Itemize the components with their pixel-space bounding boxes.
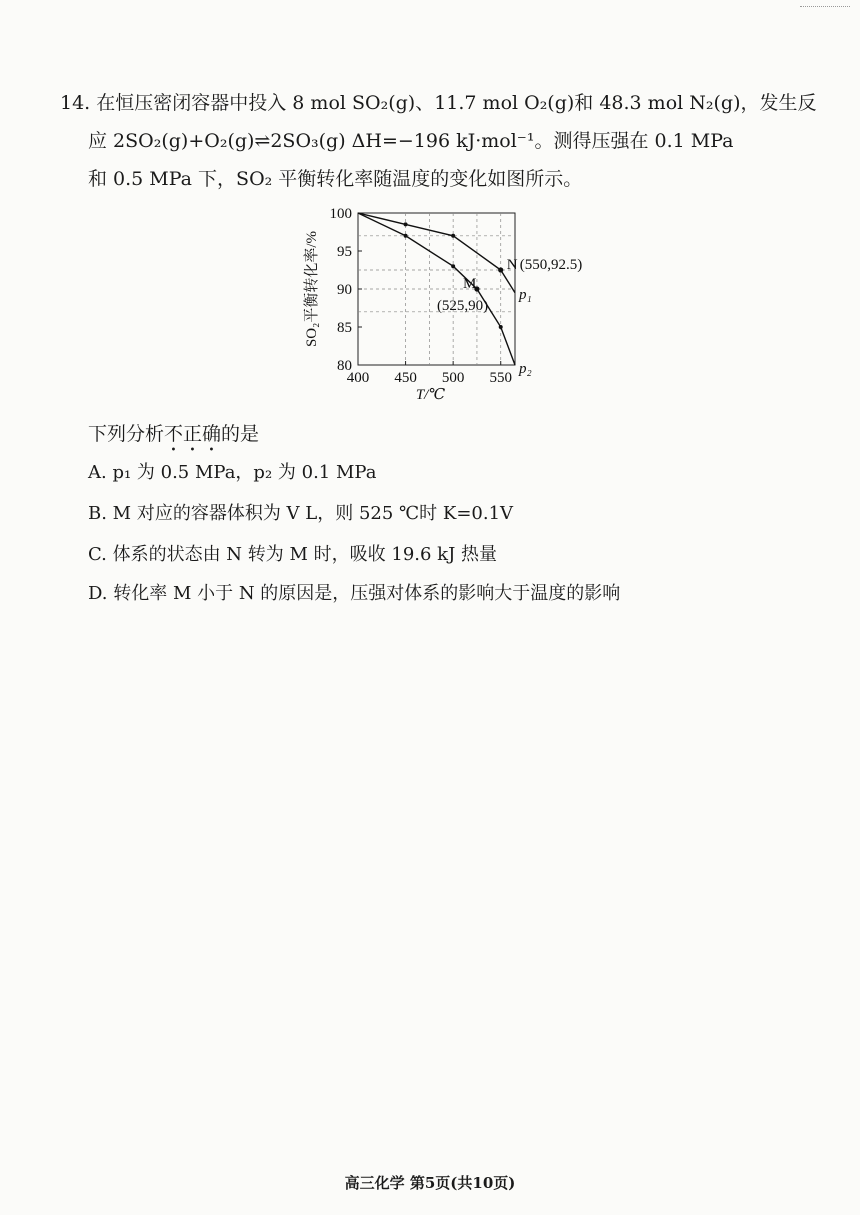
- data-point: [404, 222, 408, 226]
- y-tick-label: 90: [337, 282, 352, 298]
- y-tick-label: 85: [337, 320, 352, 336]
- question-line-1: 14. 在恒压密闭容器中投入 8 mol SO₂(g)、11.7 mol O₂(g)和 48.3 mol N₂(g)，发生反: [60, 92, 817, 114]
- y-tick-label: 80: [337, 358, 352, 374]
- x-tick-label: 400: [346, 370, 370, 386]
- question-14: [60, 84, 820, 198]
- y-axis-label: SO₂平衡转化率/%: [304, 230, 320, 348]
- point-m-coord: (525,90): [436, 298, 489, 314]
- data-point: [499, 325, 503, 329]
- option-c[interactable]: C. 体系的状态由 N 转为 M 时，吸收 19.6 kJ 热量: [88, 544, 498, 565]
- y-tick-label: 95: [337, 244, 352, 260]
- question-line-3: 和 0.5 MPa 下，SO₂ 平衡转化率随温度的变化如图所示。: [88, 168, 583, 190]
- option-b[interactable]: B. M 对应的容器体积为 V L，则 525 ℃时 K=0.1V: [88, 503, 514, 524]
- x-tick-label: 550: [489, 370, 512, 386]
- x-tick-label: 450: [394, 370, 417, 386]
- data-point: [451, 264, 455, 268]
- question-line-2: 应 2SO₂(g)+O₂(g)⇌2SO₃(g) ΔH=−196 kJ·mol⁻¹。测得压强在 0.1 MPa: [88, 130, 734, 152]
- corner-mark: [800, 0, 850, 7]
- x-tick-label: 500: [441, 370, 465, 386]
- question-number: 14.: [60, 92, 91, 114]
- data-point: [404, 234, 408, 238]
- point-m-label: M: [462, 276, 477, 292]
- x-axis-label: T/℃: [415, 387, 446, 403]
- point-n: [498, 267, 503, 272]
- question-stem: 下列分析不正确的是: [88, 423, 260, 445]
- page-footer: 高三化学 第5页(共10页): [344, 1174, 516, 1192]
- series-label-1: p₁: [519, 286, 532, 303]
- option-d[interactable]: D. 转化率 M 小于 N 的原因是，压强对体系的影响大于温度的影响: [88, 583, 621, 604]
- emphasis-text: 不正确: [164, 423, 222, 445]
- data-point: [451, 234, 455, 238]
- conversion-chart: [290, 200, 620, 410]
- point-n-coord: (550,92.5): [519, 257, 583, 273]
- point-n-label: N: [506, 257, 518, 273]
- option-a[interactable]: A. p₁ 为 0.5 MPa，p₂ 为 0.1 MPa: [88, 462, 377, 483]
- series-label-2: p₂: [519, 361, 532, 377]
- y-tick-label: 100: [329, 206, 352, 222]
